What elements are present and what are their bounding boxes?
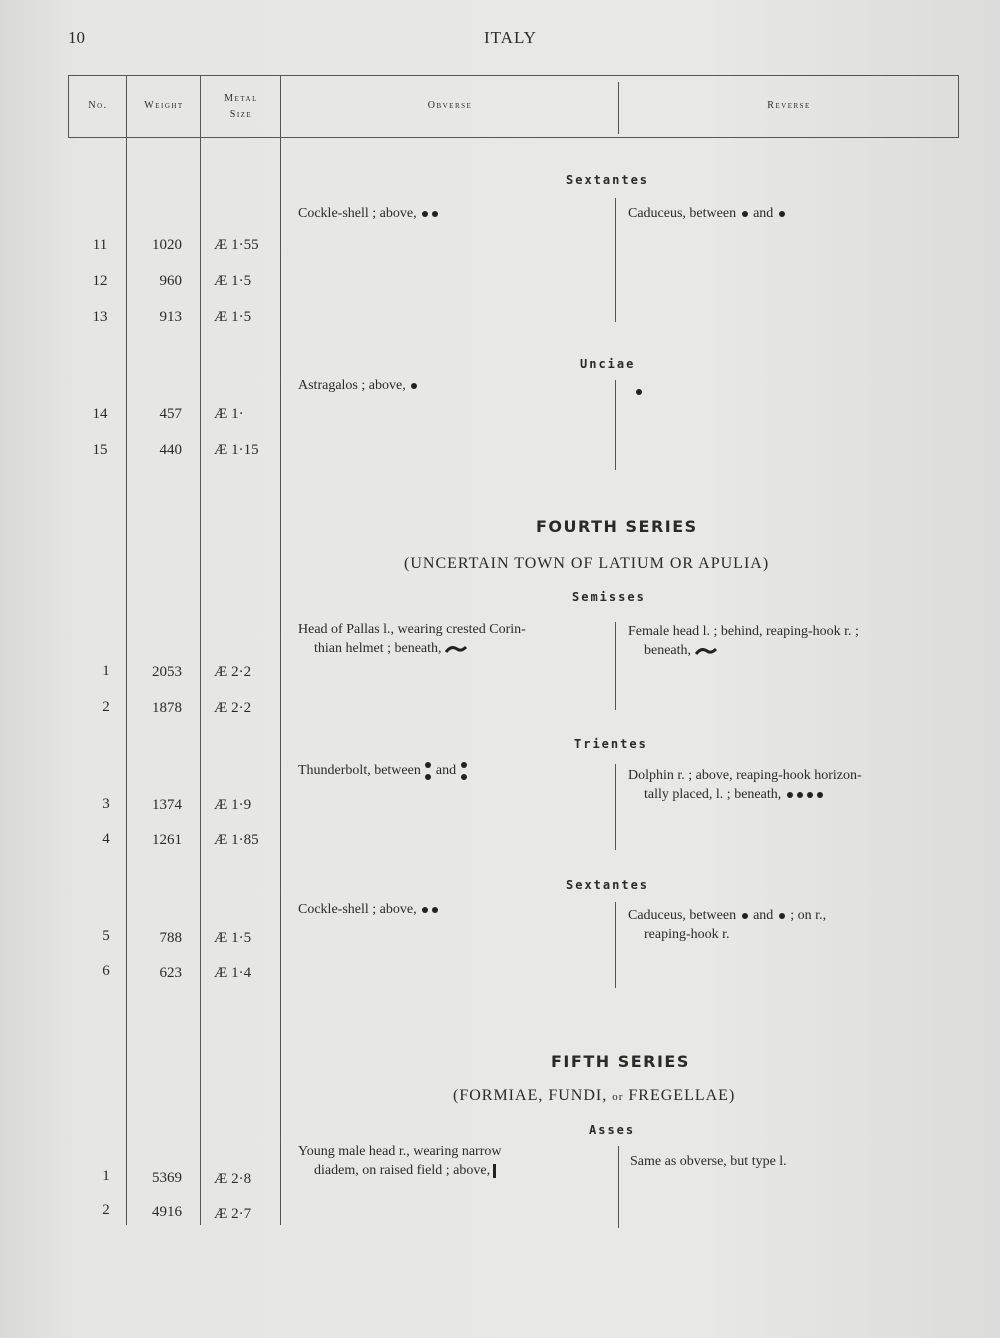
- obverse-reverse-divider: [615, 198, 616, 322]
- obverse-text: Thunderbolt, between and: [298, 760, 468, 782]
- column-rule-metal: [280, 75, 281, 1225]
- row-metal-size: Æ 2·7: [214, 1206, 252, 1222]
- row-number: 3: [102, 796, 110, 812]
- pellet-icon: [636, 389, 642, 395]
- running-head: ITALY: [484, 28, 537, 47]
- row-weight: 1261: [152, 832, 182, 848]
- row-weight: 1374: [152, 797, 182, 813]
- row-weight: 788: [159, 930, 182, 946]
- header-reverse: Reverse: [767, 100, 811, 111]
- page-number: 10: [68, 28, 85, 47]
- column-rule-obverse-header: [618, 82, 619, 134]
- reaping-hook-icon: [695, 646, 717, 656]
- header-size: Size: [229, 109, 253, 120]
- pellet-icon: [432, 211, 438, 217]
- pellet-icon: [422, 907, 428, 913]
- series-title-fifth: FIFTH SERIES: [551, 1052, 690, 1071]
- reverse-text: Caduceus, between and ; on r., reaping-hook r.: [628, 908, 827, 942]
- pellet-icon: [742, 913, 748, 919]
- series-subtitle-fourth: (UNCERTAIN TOWN OF LATIUM OR APULIA): [404, 555, 770, 572]
- section-title-unciae: Unciae: [580, 357, 636, 371]
- pellet-icon: [797, 792, 803, 798]
- reaping-hook-icon: [445, 644, 467, 654]
- pellet-icon: [787, 792, 793, 798]
- row-number: 1: [102, 663, 110, 679]
- pellet-icon: [432, 907, 438, 913]
- row-number: 12: [92, 273, 108, 289]
- row-weight: 1020: [152, 237, 182, 253]
- row-number: 6: [102, 963, 110, 979]
- obverse-reverse-divider: [615, 902, 616, 988]
- row-metal-size: Æ 1·9: [214, 797, 252, 813]
- header-obverse: Obverse: [427, 100, 473, 111]
- pellet-icon: [779, 211, 785, 217]
- obverse-reverse-divider: [615, 622, 616, 710]
- row-number: 14: [92, 406, 108, 422]
- table-left-rule: [68, 75, 69, 138]
- row-weight: 913: [159, 309, 182, 325]
- section-title-sextantes: Sextantes: [566, 173, 650, 187]
- row-metal-size: Æ 1·5: [214, 273, 252, 289]
- row-weight: 4916: [152, 1204, 182, 1220]
- row-weight: 1878: [152, 700, 182, 716]
- table-top-rule: [68, 75, 958, 76]
- row-number: 5: [102, 928, 110, 944]
- header-bottom-rule: [68, 137, 958, 138]
- pellet-icon: [742, 211, 748, 217]
- row-metal-size: Æ 1·5: [214, 309, 252, 325]
- pellet-pair-icon: [424, 760, 432, 782]
- section-title-sextantes: Sextantes: [566, 878, 650, 892]
- obverse-reverse-divider: [618, 1146, 619, 1228]
- row-metal-size: Æ 1·15: [214, 442, 259, 458]
- pellet-icon: [422, 211, 428, 217]
- header-weight: Weight: [144, 100, 184, 111]
- row-number: 1: [102, 1168, 110, 1184]
- reverse-text: Dolphin r. ; above, reaping-hook horizon- tally placed, l. ; beneath,: [628, 768, 862, 802]
- reverse-text: Female head l. ; behind, reaping-hook r. ; beneath,: [628, 624, 859, 658]
- row-metal-size: Æ 2·8: [214, 1171, 252, 1187]
- row-metal-size: Æ 1·4: [214, 965, 252, 981]
- obverse-text: Head of Pallas l., wearing crested Corin- thian helmet ; beneath,: [298, 622, 526, 656]
- obverse-text: Cockle-shell ; above,: [298, 900, 440, 919]
- row-metal-size: Æ 2·2: [214, 664, 252, 680]
- header-metal: Metal: [224, 93, 258, 104]
- row-weight: 457: [159, 406, 182, 422]
- row-weight: 440: [159, 442, 182, 458]
- row-number: 2: [102, 699, 110, 715]
- row-number: 15: [92, 442, 108, 458]
- obverse-reverse-divider: [615, 380, 616, 470]
- section-title-asses: Asses: [589, 1123, 636, 1137]
- pellet-icon: [779, 913, 785, 919]
- header-no: No.: [88, 100, 108, 111]
- section-title-trientes: Trientes: [574, 737, 648, 751]
- row-number: 11: [92, 237, 108, 253]
- section-title-semisses: Semisses: [572, 590, 646, 604]
- row-weight: 5369: [152, 1170, 182, 1186]
- row-metal-size: Æ 1·: [214, 406, 244, 422]
- row-number: 2: [102, 1202, 110, 1218]
- column-rule-weight: [200, 75, 201, 1225]
- row-metal-size: Æ 1·55: [214, 237, 259, 253]
- obverse-text: Astragalos ; above,: [298, 376, 419, 395]
- row-number: 4: [102, 831, 110, 847]
- row-metal-size: Æ 1·85: [214, 832, 259, 848]
- row-number: 13: [92, 309, 108, 325]
- obverse-reverse-divider: [615, 764, 616, 850]
- series-title-fourth: FOURTH SERIES: [536, 517, 698, 536]
- pellet-pair-icon: [460, 760, 468, 782]
- pellet-icon: [817, 792, 823, 798]
- row-metal-size: Æ 2·2: [214, 700, 252, 716]
- vertical-bar-icon: [493, 1164, 496, 1178]
- row-weight: 2053: [152, 664, 182, 680]
- reverse-text: Same as obverse, but type l.: [630, 1154, 787, 1169]
- table-right-rule: [958, 75, 959, 138]
- pellet-icon: [411, 383, 417, 389]
- obverse-text: Young male head r., wearing narrow diadem, on raised field ; above,: [298, 1144, 502, 1178]
- obverse-text: Cockle-shell ; above,: [298, 204, 440, 223]
- series-subtitle-fifth: (FORMIAE, FUNDI, or FREGELLAE): [453, 1087, 736, 1104]
- pellet-icon: [807, 792, 813, 798]
- row-weight: 960: [159, 273, 182, 289]
- reverse-pellet: [634, 383, 644, 401]
- reverse-text: Caduceus, between and: [628, 204, 787, 223]
- row-metal-size: Æ 1·5: [214, 930, 252, 946]
- row-weight: 623: [159, 965, 182, 981]
